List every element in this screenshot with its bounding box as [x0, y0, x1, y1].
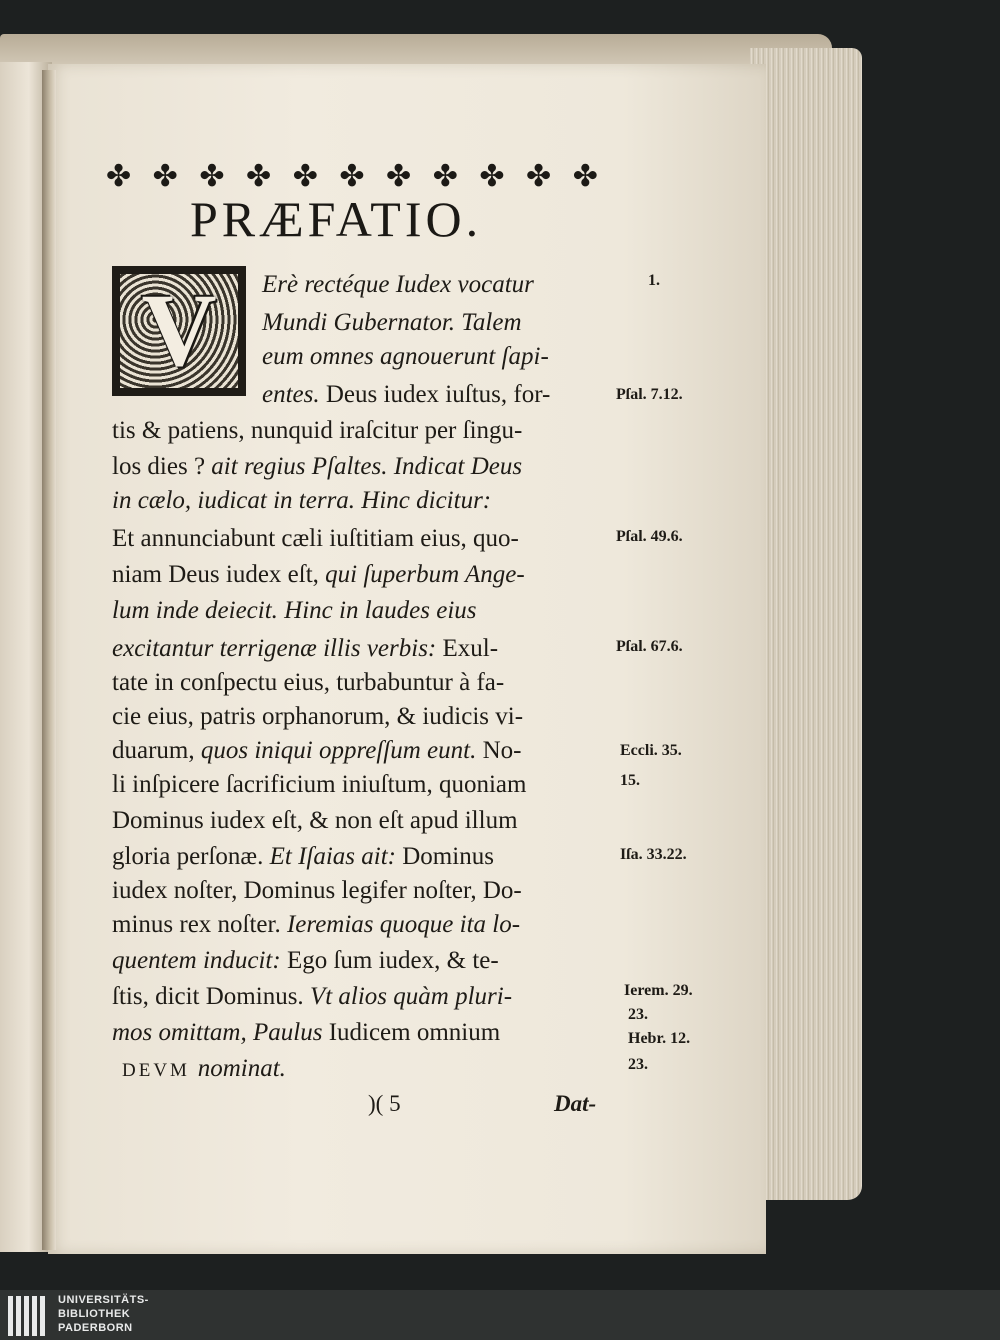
text-line: [112, 772, 526, 797]
line-text: tate in conſpectu eius, turbabuntur à fa-: [112, 669, 505, 696]
line-text: minus rex noſter.: [112, 911, 287, 938]
text-line: [112, 1020, 500, 1045]
margin-note: 15.: [620, 772, 640, 789]
line-text-italic: entes.: [262, 381, 320, 408]
line-text: eum omnes agnouerunt ſapi-: [262, 343, 549, 370]
initial-woodcut-pattern: [120, 274, 238, 388]
text-line: [262, 310, 522, 335]
line-text: iudex noſter, Dominus legifer noſter, Do-: [112, 877, 522, 904]
text-line: [112, 526, 519, 551]
line-text-italic: Et Iſaias ait:: [269, 843, 396, 870]
text-line: [122, 1056, 286, 1081]
line-text: Dominus: [396, 843, 494, 870]
text-line: [112, 418, 522, 443]
book-gutter: [42, 70, 56, 1250]
text-line: [112, 912, 520, 937]
line-text-italic: quentem inducit:: [112, 947, 281, 974]
text-line: [112, 844, 494, 869]
line-text: gloria perſonæ.: [112, 843, 270, 870]
line-text: cie eius, patris orphanorum, & iudicis vi-: [112, 703, 524, 730]
text-line: [112, 488, 491, 513]
ornament-icon: ✤: [572, 160, 598, 193]
line-text: Erè rectéque Iudex vocatur: [262, 271, 534, 298]
text-line: [112, 704, 523, 729]
line-text: lum inde deiecit. Hinc in laudes eius: [112, 597, 477, 624]
text-line: [112, 598, 477, 623]
page-title: PRÆFATIO.: [190, 191, 483, 247]
margin-note: Pſal. 49.6.: [616, 528, 683, 545]
line-text: Ego ſum iudex, & te-: [280, 947, 499, 974]
line-text-italic: ait regius Pſaltes. Indicat Deus: [211, 453, 523, 480]
text-line: [112, 948, 499, 973]
margin-note: Pſal. 7.12.: [616, 386, 683, 403]
line-text: in cælo, iudicat in terra. Hinc dicitur:: [112, 487, 492, 514]
line-text-italic: nominat.: [197, 1055, 286, 1082]
margin-note: Iſa. 33.22.: [620, 846, 687, 863]
line-text: Iudicem omnium: [322, 1019, 501, 1046]
line-text-italic: qui ſuperbum Ange-: [325, 561, 525, 588]
ornament-icon: ✤: [479, 160, 505, 193]
text-line: [112, 636, 498, 661]
line-text: duarum,: [112, 737, 201, 764]
line-text: niam Deus iudex eſt,: [112, 561, 326, 588]
logo-line: UNIVERSITÄTS-: [58, 1294, 149, 1306]
library-logo-icon: [8, 1296, 48, 1336]
text-line: [262, 344, 549, 369]
library-logo-text: [58, 1293, 149, 1335]
text-line: [112, 878, 522, 903]
text-line: [112, 738, 521, 763]
text-line: [262, 272, 534, 297]
ornament-icon: ✤: [292, 160, 318, 193]
catchword: Dat-: [554, 1091, 597, 1116]
footer-bar: [0, 1290, 1000, 1340]
text-line: [112, 562, 525, 587]
line-text: Mundi Gubernator. Talem: [262, 309, 522, 336]
margin-note: 23.: [628, 1056, 648, 1073]
margin-note: 23.: [628, 1006, 648, 1023]
line-text: Dominus iudex eſt, & non eſt apud illum: [112, 807, 518, 834]
margin-note: Pſal. 67.6.: [616, 638, 683, 655]
logo-line: BIBLIOTHEK: [58, 1308, 131, 1320]
text-line: [262, 382, 550, 407]
line-text: Deus iudex iuſtus, for-: [319, 381, 551, 408]
ornament-icon: ✤: [339, 160, 365, 193]
line-text-italic: quos iniqui oppreſſum eunt.: [200, 737, 477, 764]
margin-note: Eccli. 35.: [620, 742, 682, 759]
line-text-italic: mos omittam, Paulus: [112, 1019, 323, 1046]
margin-note: Ierem. 29.: [624, 982, 693, 999]
line-text: Exul-: [436, 635, 499, 662]
ornament-border: [106, 160, 598, 194]
line-text: DEVM: [122, 1060, 198, 1081]
margin-note: 1.: [648, 272, 660, 289]
decorated-initial: [112, 266, 246, 396]
ornament-icon: ✤: [246, 160, 272, 193]
ornament-icon: ✤: [432, 160, 458, 193]
ornament-icon: ✤: [386, 160, 412, 193]
line-text-italic: Vt alios quàm pluri-: [309, 983, 513, 1010]
text-line: [112, 808, 518, 833]
text-line: [112, 454, 522, 479]
initial-letter: V: [141, 273, 217, 388]
ornament-icon: ✤: [526, 160, 552, 193]
line-text: tis & patiens, nunquid iraſcitur per ſingu-: [112, 417, 523, 444]
signature-mark: )( 5: [368, 1091, 401, 1116]
margin-note: Hebr. 12.: [628, 1030, 691, 1047]
ornament-icon: ✤: [199, 160, 225, 193]
page-edge-stack: [750, 48, 862, 1200]
ornament-icon: ✤: [106, 160, 132, 193]
line-text: ſtis, dicit Dominus.: [112, 983, 310, 1010]
line-text: Et annunciabunt cæli iuſtitiam eius, quo-: [112, 525, 519, 552]
line-text: No-: [476, 737, 522, 764]
text-line: [112, 670, 504, 695]
line-text-italic: Ieremias quoque ita lo-: [286, 911, 521, 938]
line-text-italic: excitantur terrigenæ illis verbis:: [112, 635, 437, 662]
line-text: li inſpicere ſacrificium iniuſtum, quoniam: [112, 771, 527, 798]
line-text: los dies ?: [112, 453, 212, 480]
logo-line: PADERBORN: [58, 1322, 133, 1334]
ornament-icon: ✤: [152, 160, 178, 193]
text-line: [112, 984, 512, 1009]
